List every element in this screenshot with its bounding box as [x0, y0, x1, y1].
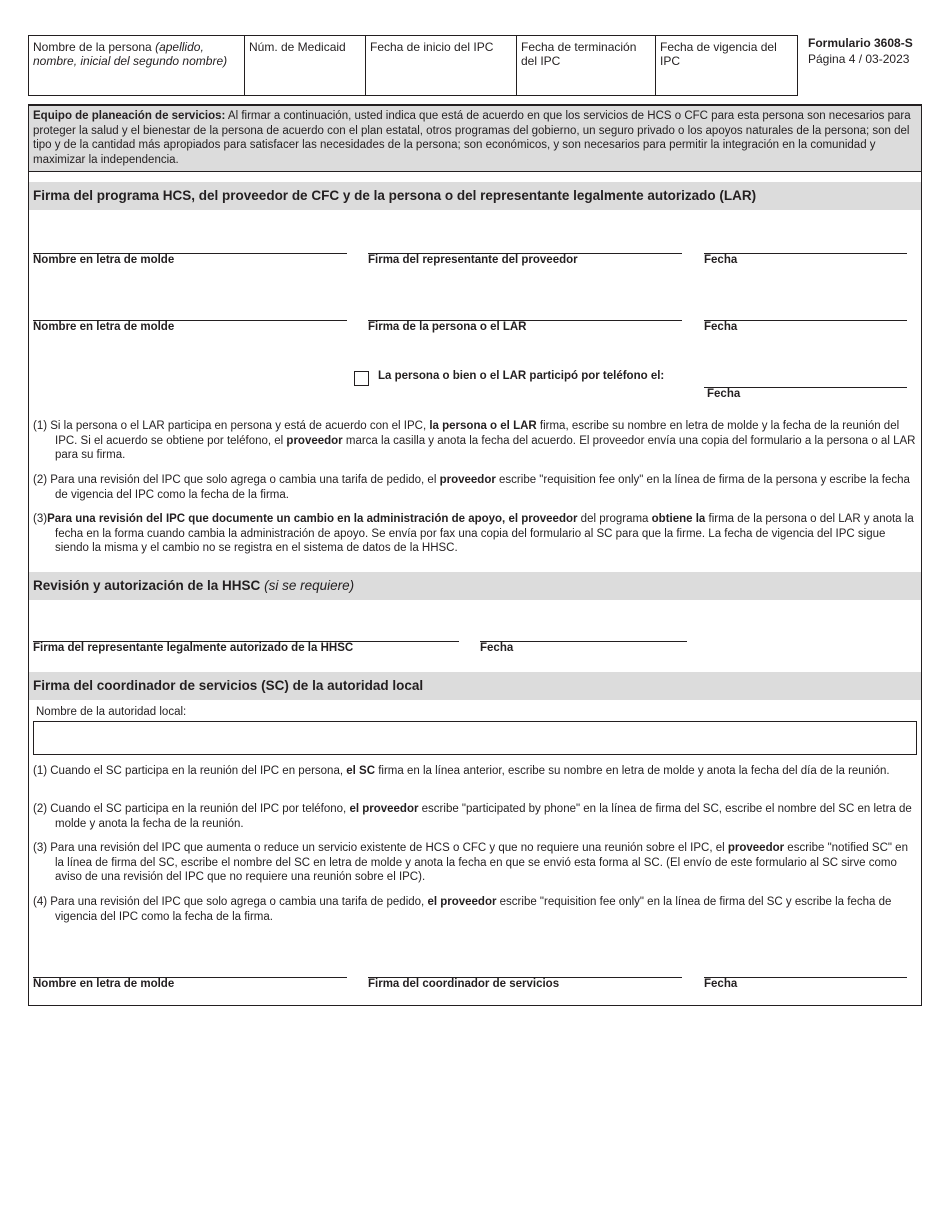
ipc-end-label: Fecha de terminación del IPC [521, 40, 637, 68]
section-sc-title-text: Firma del coordinador de servicios (SC) de la autoridad local [33, 678, 424, 693]
section-sc-title [29, 672, 921, 700]
ipc-effective-cell[interactable] [656, 36, 798, 96]
person-name-cell[interactable] [29, 36, 245, 96]
print-name-label-2: Nombre en letra de molde [33, 321, 175, 333]
form-id [808, 35, 913, 67]
note-s3-2: (2) Cuando el SC participa en la reunión del IPC por teléfono, el proveedor escribe "participated by phone" en la línea de firma del SC, escribe el nombre del SC en letra de molde y anota la fecha de la reunión. [33, 803, 912, 830]
section-hcs-title-text: Firma del programa HCS, del proveedor de CFC y de la persona o del representante legalmente autorizado (LAR) [33, 188, 757, 203]
provider-signature-label: Firma del representante del proveedor [368, 254, 578, 266]
note-s1-1: (1) Si la persona o el LAR participa en persona y está de acuerdo con el IPC, la persona o el LAR firma, escribe su nombre en letra de molde y la fecha de la reunión del IPC. Si el acuerdo se obtiene por teléfono, el proveedor marca la casilla y anota la fecha del acuerdo. El proveedor envía una copia del formulario a la persona o al LAR para su firma. [33, 420, 916, 461]
person-name-label: Nombre de la persona [33, 40, 152, 54]
medicaid-number-label: Núm. de Medicaid [249, 40, 346, 54]
note-s1-2: (2) Para una revisión del IPC que solo agrega o cambia una tarifa de pedido, el proveedor escribe "requisition fee only" en la línea de firma de la persona y escribe la fecha de vigencia del IPC como la fecha de la firma. [33, 474, 910, 501]
ipc-start-cell[interactable] [366, 36, 517, 96]
note-s3-3: (3) Para una revisión del IPC que aumenta o reduce un servicio existente de HCS o CFC y que no requiere una reunión sobre el IPC, el proveedor escribe "notified SC" en la línea de firma del SC, escribe el nombre del SC en letra de molde y anota la fecha en que se envió esta forma al SC. (El envío de este formulario al SC sirve como aviso de una revisión del IPC que no requiere una reunión sobre el IPC). [33, 842, 908, 883]
form-frame [28, 104, 922, 1006]
medicaid-number-cell[interactable] [245, 36, 366, 96]
person-name-hint: (apellido, nombre, inicial del segundo nombre) [33, 40, 228, 68]
sc-date-label: Fecha [704, 978, 738, 990]
phone-participation-checkbox[interactable] [354, 371, 369, 386]
ipc-end-cell[interactable] [517, 36, 656, 96]
person-lar-signature-label: Firma de la persona o el LAR [368, 321, 527, 333]
phone-date-label: Fecha [707, 388, 741, 400]
ipc-effective-label: Fecha de vigencia del IPC [660, 40, 777, 68]
sc-signature-label: Firma del coordinador de servicios [368, 978, 560, 990]
sc-print-name-label: Nombre en letra de molde [33, 978, 175, 990]
ipc-start-label: Fecha de inicio del IPC [370, 40, 494, 54]
hhsc-signature-label: Firma del representante legalmente autorizado de la HHSC [33, 642, 354, 654]
section-hcs-title [29, 182, 921, 210]
form-number: Formulario 3608-S [808, 36, 913, 50]
note-s3-4: (4) Para una revisión del IPC que solo agrega o cambia una tarifa de pedido, el proveedor escribe "requisition fee only" en la línea de firma del SC y escribe la fecha de vigencia del IPC como la fecha de la firma. [33, 896, 892, 923]
header-table [28, 35, 798, 96]
date-label-2: Fecha [704, 321, 738, 333]
print-name-label-1: Nombre en letra de molde [33, 254, 175, 266]
note-s3-1: (1) Cuando el SC participa en la reunión del IPC en persona, el SC firma en la línea anterior, escribe su nombre en letra de molde y anota la fecha del día de la reunión. [33, 765, 890, 777]
date-label-1: Fecha [704, 254, 738, 266]
section-hhsc-hint: (si se requiere) [264, 578, 355, 593]
section-hhsc-title-text: Revisión y autorización de la HHSC [33, 578, 261, 593]
note-s1-3: (3)Para una revisión del IPC que documente un cambio en la administración de apoyo, el proveedor del programa obtiene la firma de la persona o del LAR y anota la fecha en la forma cuando cambia la administración de apoyo. Se envía por fax una copia del formulario al SC para que la firme. La fecha de vigencia del IPC sigue siendo la misma y el cambio no se registra en el sistema de datos de la HHSC. [33, 513, 914, 554]
section-hhsc-title [29, 572, 921, 600]
phone-participation-label: La persona o bien o el LAR participó por teléfono el: [378, 370, 665, 382]
local-authority-input[interactable] [33, 721, 917, 755]
local-authority-label: Nombre de la autoridad local: [36, 706, 187, 718]
intro-text: Al firmar a continuación, usted indica que está de acuerdo en que los servicios de HCS o CFC para esta persona son necesarios para proteger la salud y el bienestar de la persona de acuerdo con el plan estatal, otros programas del gobierno, un seguro privado o los apoyos naturales de la persona; son del tipo y de la cantidad más apropiados para satisfacer las necesidades de la persona; son económicos, y son necesarios para permitir la integración en la comunidad y maximizar la independencia. [33, 110, 911, 166]
page-info: Página 4 / 03-2023 [808, 52, 910, 66]
hhsc-date-label: Fecha [480, 642, 514, 654]
intro-box [29, 105, 921, 172]
intro-bold: Equipo de planeación de servicios: [33, 110, 226, 122]
